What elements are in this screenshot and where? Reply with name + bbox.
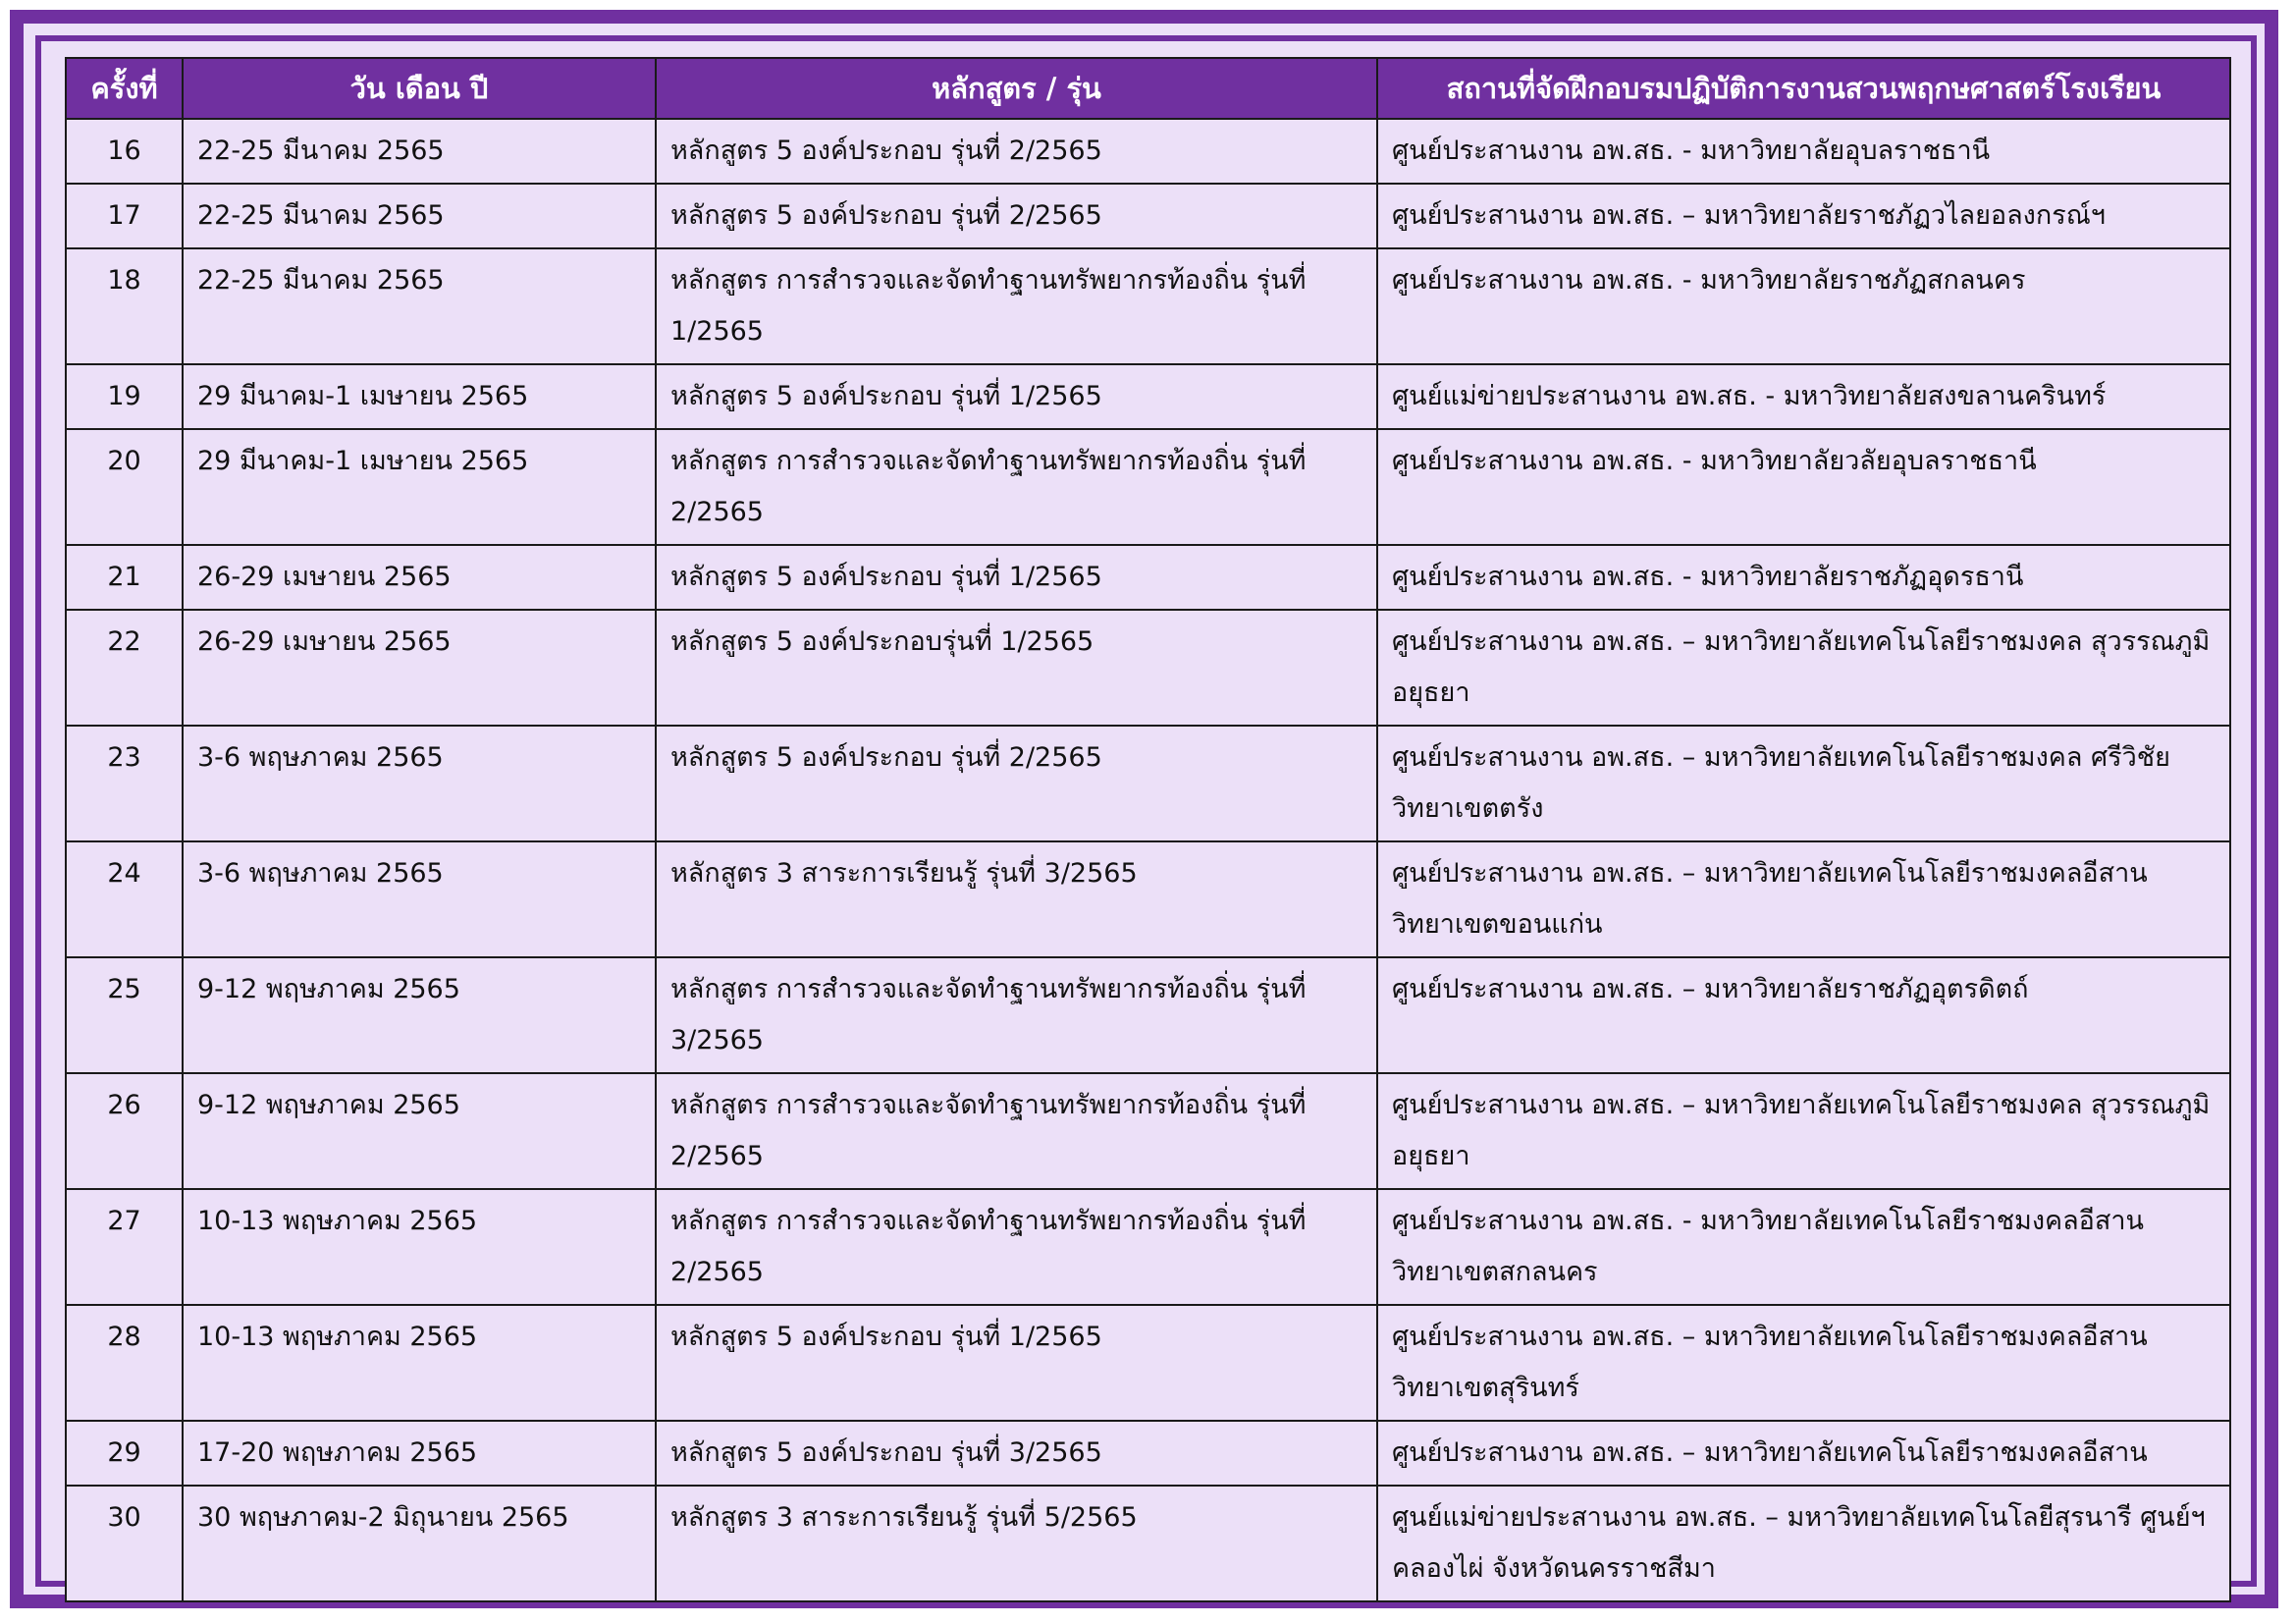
cell-date: 3-6 พฤษภาคม 2565	[183, 726, 656, 841]
cell-no: 28	[66, 1305, 183, 1421]
cell-venue: ศูนย์แม่ข่ายประสานงาน อพ.สธ. – มหาวิทยาลัยเทคโนโลยีสุรนารี ศูนย์ฯ คลองไผ่ จังหวัดนครราชสีมา	[1377, 1486, 2230, 1601]
cell-date: 9-12 พฤษภาคม 2565	[183, 1073, 656, 1189]
table-row	[66, 184, 2230, 248]
cell-course: หลักสูตร 5 องค์ประกอบ รุ่นที่ 2/2565	[656, 119, 1377, 184]
cell-date: 26-29 เมษายน 2565	[183, 610, 656, 726]
cell-course: หลักสูตร 3 สาระการเรียนรู้ รุ่นที่ 3/2565	[656, 841, 1377, 957]
cell-date: 29 มีนาคม-1 เมษายน 2565	[183, 429, 656, 545]
cell-course: หลักสูตร 5 องค์ประกอบ รุ่นที่ 1/2565	[656, 545, 1377, 610]
table-body	[66, 119, 2230, 1601]
cell-no: 20	[66, 429, 183, 545]
cell-no: 25	[66, 957, 183, 1073]
cell-venue: ศูนย์ประสานงาน อพ.สธ. - มหาวิทยาลัยราชภัฏอุดรธานี	[1377, 545, 2230, 610]
table-row	[66, 364, 2230, 429]
cell-no: 24	[66, 841, 183, 957]
cell-course: หลักสูตร 3 สาระการเรียนรู้ รุ่นที่ 5/2565	[656, 1486, 1377, 1601]
cell-no: 16	[66, 119, 183, 184]
header-date: วัน เดือน ปี	[183, 58, 656, 119]
table-row	[66, 841, 2230, 957]
cell-venue: ศูนย์ประสานงาน อพ.สธ. – มหาวิทยาลัยเทคโนโลยีราชมงคลอีสาน	[1377, 1421, 2230, 1486]
cell-course: หลักสูตร การสำรวจและจัดทำฐานทรัพยากรท้องถิ่น รุ่นที่ 1/2565	[656, 248, 1377, 364]
cell-course: หลักสูตร การสำรวจและจัดทำฐานทรัพยากรท้องถิ่น รุ่นที่ 2/2565	[656, 429, 1377, 545]
cell-venue: ศูนย์ประสานงาน อพ.สธ. – มหาวิทยาลัยเทคโนโลยีราชมงคล สุวรรณภูมิ อยุธยา	[1377, 610, 2230, 726]
cell-course: หลักสูตร 5 องค์ประกอบ รุ่นที่ 2/2565	[656, 726, 1377, 841]
table-row	[66, 610, 2230, 726]
table-row	[66, 1305, 2230, 1421]
header-no: ครั้งที่	[66, 58, 183, 119]
cell-course: หลักสูตร 5 องค์ประกอบรุ่นที่ 1/2565	[656, 610, 1377, 726]
cell-venue: ศูนย์ประสานงาน อพ.สธ. – มหาวิทยาลัยราชภัฏอุตรดิตถ์	[1377, 957, 2230, 1073]
cell-venue: ศูนย์ประสานงาน อพ.สธ. - มหาวิทยาลัยอุบลราชธานี	[1377, 119, 2230, 184]
cell-no: 18	[66, 248, 183, 364]
cell-date: 9-12 พฤษภาคม 2565	[183, 957, 656, 1073]
cell-no: 29	[66, 1421, 183, 1486]
cell-venue: ศูนย์ประสานงาน อพ.สธ. – มหาวิทยาลัยเทคโนโลยีราชมงคล ศรีวิชัย วิทยาเขตตรัง	[1377, 726, 2230, 841]
cell-course: หลักสูตร การสำรวจและจัดทำฐานทรัพยากรท้องถิ่น รุ่นที่ 3/2565	[656, 957, 1377, 1073]
cell-date: 10-13 พฤษภาคม 2565	[183, 1189, 656, 1305]
header-course: หลักสูตร / รุ่น	[656, 58, 1377, 119]
cell-date: 22-25 มีนาคม 2565	[183, 248, 656, 364]
cell-venue: ศูนย์ประสานงาน อพ.สธ. – มหาวิทยาลัยเทคโนโลยีราชมงคลอีสาน วิทยาเขตขอนแก่น	[1377, 841, 2230, 957]
cell-date: 22-25 มีนาคม 2565	[183, 184, 656, 248]
cell-course: หลักสูตร การสำรวจและจัดทำฐานทรัพยากรท้องถิ่น รุ่นที่ 2/2565	[656, 1189, 1377, 1305]
cell-date: 22-25 มีนาคม 2565	[183, 119, 656, 184]
table-row	[66, 1421, 2230, 1486]
table-row	[66, 545, 2230, 610]
cell-no: 22	[66, 610, 183, 726]
cell-no: 30	[66, 1486, 183, 1601]
table-row	[66, 119, 2230, 184]
header-row	[66, 58, 2230, 119]
cell-course: หลักสูตร การสำรวจและจัดทำฐานทรัพยากรท้องถิ่น รุ่นที่ 2/2565	[656, 1073, 1377, 1189]
cell-venue: ศูนย์แม่ข่ายประสานงาน อพ.สธ. - มหาวิทยาลัยสงขลานครินทร์	[1377, 364, 2230, 429]
table-row	[66, 429, 2230, 545]
cell-no: 23	[66, 726, 183, 841]
cell-no: 17	[66, 184, 183, 248]
cell-course: หลักสูตร 5 องค์ประกอบ รุ่นที่ 2/2565	[656, 184, 1377, 248]
cell-venue: ศูนย์ประสานงาน อพ.สธ. – มหาวิทยาลัยเทคโนโลยีราชมงคล สุวรรณภูมิ อยุธยา	[1377, 1073, 2230, 1189]
cell-date: 3-6 พฤษภาคม 2565	[183, 841, 656, 957]
table-header	[66, 58, 2230, 119]
training-schedule-table	[65, 57, 2231, 1602]
cell-date: 30 พฤษภาคม-2 มิถุนายน 2565	[183, 1486, 656, 1601]
table-row	[66, 248, 2230, 364]
table-row	[66, 1486, 2230, 1601]
cell-date: 10-13 พฤษภาคม 2565	[183, 1305, 656, 1421]
cell-venue: ศูนย์ประสานงาน อพ.สธ. - มหาวิทยาลัยวลัยอุบลราชธานี	[1377, 429, 2230, 545]
cell-no: 19	[66, 364, 183, 429]
cell-course: หลักสูตร 5 องค์ประกอบ รุ่นที่ 1/2565	[656, 364, 1377, 429]
header-venue: สถานที่จัดฝึกอบรมปฏิบัติการงานสวนพฤกษศาสตร์โรงเรียน	[1377, 58, 2230, 119]
cell-venue: ศูนย์ประสานงาน อพ.สธ. - มหาวิทยาลัยราชภัฏสกลนคร	[1377, 248, 2230, 364]
cell-venue: ศูนย์ประสานงาน อพ.สธ. - มหาวิทยาลัยเทคโนโลยีราชมงคลอีสาน วิทยาเขตสกลนคร	[1377, 1189, 2230, 1305]
cell-no: 27	[66, 1189, 183, 1305]
table-row	[66, 1189, 2230, 1305]
table-row	[66, 957, 2230, 1073]
cell-course: หลักสูตร 5 องค์ประกอบ รุ่นที่ 3/2565	[656, 1421, 1377, 1486]
cell-date: 26-29 เมษายน 2565	[183, 545, 656, 610]
cell-date: 29 มีนาคม-1 เมษายน 2565	[183, 364, 656, 429]
cell-course: หลักสูตร 5 องค์ประกอบ รุ่นที่ 1/2565	[656, 1305, 1377, 1421]
table-row	[66, 1073, 2230, 1189]
cell-no: 21	[66, 545, 183, 610]
cell-no: 26	[66, 1073, 183, 1189]
cell-date: 17-20 พฤษภาคม 2565	[183, 1421, 656, 1486]
cell-venue: ศูนย์ประสานงาน อพ.สธ. – มหาวิทยาลัยราชภัฏวไลยอลงกรณ์ฯ	[1377, 184, 2230, 248]
cell-venue: ศูนย์ประสานงาน อพ.สธ. – มหาวิทยาลัยเทคโนโลยีราชมงคลอีสาน วิทยาเขตสุรินทร์	[1377, 1305, 2230, 1421]
table-row	[66, 726, 2230, 841]
